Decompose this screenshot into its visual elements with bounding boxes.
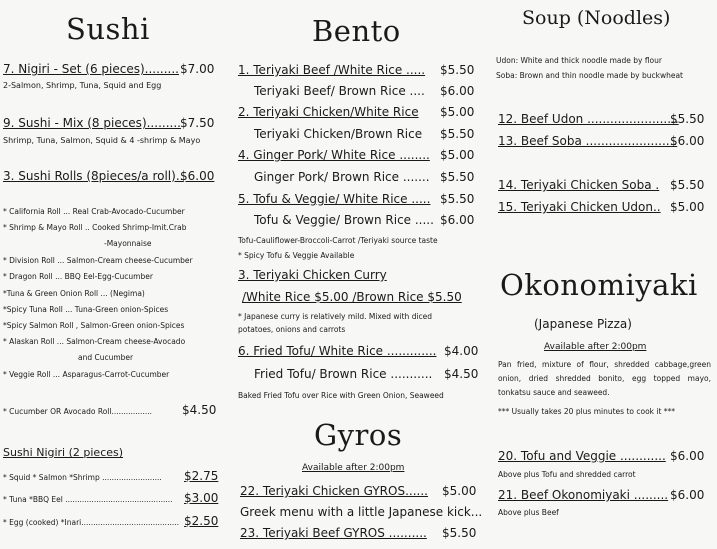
fried-tofu-brown-price: $4.50 xyxy=(444,367,479,381)
roll-list-item: *Tuna & Green Onion Roll ... (Negima) xyxy=(3,289,145,298)
bento-item-name: 5. Tofu & Veggie/ White Rice ..... xyxy=(238,192,431,206)
nigiri-item-name: * Egg (cooked) *Inari......................................... xyxy=(3,518,179,527)
nigiri-item-price: $2.50 xyxy=(184,514,219,528)
bento-item-price: $5.00 xyxy=(440,148,475,162)
soup-item-price: $5.50 xyxy=(670,112,705,126)
roll-list-item: * Alaskan Roll ... Salmon-Cream cheese-Avocado xyxy=(3,337,186,346)
bento-item-price: $5.50 xyxy=(440,127,475,141)
bento-item-name: 2. Teriyaki Chicken/White Rice xyxy=(238,105,419,119)
soup-item-name: 13. Beef Soba ........................ xyxy=(498,134,678,148)
nigiri-set-price: $7.00 xyxy=(180,62,215,76)
bento-item-name: Tofu & Veggie/ Brown Rice ..... xyxy=(254,213,434,227)
bento-item-price: $5.50 xyxy=(440,63,475,77)
gyros-available: Available after 2:00pm xyxy=(302,463,405,473)
okonomiyaki-item-desc: Above plus Tofu and shredded carrot xyxy=(498,470,636,479)
okonomiyaki-item-desc: Above plus Beef xyxy=(498,508,559,517)
soup-item-name: 14. Teriyaki Chicken Soba . xyxy=(498,178,660,192)
bento-item-name: Teriyaki Beef/ Brown Rice .... xyxy=(254,84,425,98)
curry-prices: /White Rice $5.00 /Brown Rice $5.50 xyxy=(242,290,462,304)
roll-list-item: * Dragon Roll ... BBQ Eel-Egg-Cucumber xyxy=(3,272,153,281)
roll-list-item: *Spicy Tuna Roll ... Tuna-Green onion-Spices xyxy=(3,305,169,314)
okonomiyaki-item-name: 20. Tofu and Veggie ............ xyxy=(498,449,666,463)
sushi-title: Sushi xyxy=(66,12,150,46)
sushi-rolls-price: $6.00 xyxy=(180,169,215,183)
soup-item-name: 12. Beef Udon ........................ xyxy=(498,112,679,126)
curry-title: 3. Teriyaki Chicken Curry xyxy=(238,268,387,282)
sushi-mix-desc: Shrimp, Tuna, Salmon, Squid & 4 -shrimp & Mayo xyxy=(3,136,201,145)
gyros-item-name: 22. Teriyaki Chicken GYROS...... xyxy=(240,484,428,498)
roll-list-item: * California Roll ... Real Crab-Avocado-Cucumber xyxy=(3,207,185,216)
tofu-description: Tofu-Cauliflower-Broccoli-Carrot /Teriyaki source taste xyxy=(238,236,438,245)
soba-description: Soba: Brown and thin noodle made by buckwheat xyxy=(496,71,683,80)
cucumber-roll-name: * Cucumber OR Avocado Roll................. xyxy=(3,407,152,416)
nigiri-item-name: * Tuna *BBQ Eel ............................................. xyxy=(3,495,173,504)
okonomiyaki-title: Okonomiyaki xyxy=(500,268,698,302)
roll-list-item: and Cucumber xyxy=(78,353,134,362)
udon-description: Udon: White and thick noodle made by flour xyxy=(496,56,662,65)
okonomiyaki-item-price: $6.00 xyxy=(670,488,705,502)
sushi-rolls-name: 3. Sushi Rolls (8pieces/a roll).. xyxy=(3,169,184,183)
bento-column xyxy=(232,0,484,549)
soup-item-name: 15. Teriyaki Chicken Udon.. xyxy=(498,200,661,214)
nigiri-item-price: $3.00 xyxy=(184,491,219,505)
gyros-title: Gyros xyxy=(314,418,403,452)
cucumber-roll-price: $4.50 xyxy=(182,403,217,417)
bento-item-name: 4. Ginger Pork/ White Rice ........ xyxy=(238,148,430,162)
nigiri-item-name: * Squid * Salmon *Shrimp ......................... xyxy=(3,473,162,482)
roll-list-item: * Veggie Roll ... Asparagus-Carrot-Cucumber xyxy=(3,370,170,379)
bento-item-name: Teriyaki Chicken/Brown Rice xyxy=(254,127,423,141)
soup-item-price: $5.50 xyxy=(670,178,705,192)
sushi-mix-name: 9. Sushi - Mix (8 pieces)......... xyxy=(3,116,181,130)
bento-item-price: $5.00 xyxy=(440,105,475,119)
roll-list-item: * Shrimp & Mayo Roll .. Cooked Shrimp-Imit.Crab xyxy=(3,223,187,232)
gyros-item-price: $5.50 xyxy=(442,526,477,540)
sushi-column xyxy=(0,0,228,549)
fried-tofu-brown-name: Fried Tofu/ Brown Rice ........... xyxy=(254,367,433,381)
gyros-item-name: Greek menu with a little Japanese kick... xyxy=(240,505,483,519)
roll-list-item: *Spicy Salmon Roll , Salmon-Green onion-Spices xyxy=(3,321,185,330)
okonomiyaki-item-price: $6.00 xyxy=(670,449,705,463)
nigiri-item-price: $2.75 xyxy=(184,469,219,483)
bento-title: Bento xyxy=(312,14,401,48)
fried-tofu-white-name: 6. Fried Tofu/ White Rice ............. xyxy=(238,344,437,358)
gyros-item-name: 23. Teriyaki Beef GYROS .......... xyxy=(240,526,427,540)
roll-list-item: -Mayonnaise xyxy=(104,239,152,248)
okonomiyaki-item-name: 21. Beef Okonomiyaki ......... xyxy=(498,488,669,502)
soup-item-price: $5.00 xyxy=(670,200,705,214)
soup-column xyxy=(492,0,717,549)
spicy-note: * Spicy Tofu & Veggie Available xyxy=(238,251,355,260)
bento-item-price: $5.50 xyxy=(440,170,475,184)
bento-item-price: $6.00 xyxy=(440,84,475,98)
soup-item-price: $6.00 xyxy=(670,134,705,148)
bento-item-name: Ginger Pork/ Brown Rice ....... xyxy=(254,170,430,184)
fried-tofu-white-price: $4.00 xyxy=(444,344,479,358)
gyros-item-price: $5.00 xyxy=(442,484,477,498)
okonomiyaki-subtitle: (Japanese Pizza) xyxy=(534,317,632,331)
soup-title: Soup (Noodles) xyxy=(522,7,671,29)
roll-list-item: * Division Roll ... Salmon-Cream cheese-Cucumber xyxy=(3,256,193,265)
nigiri-set-name: 7. Nigiri - Set (6 pieces)......... xyxy=(3,62,179,76)
okonomiyaki-description: Pan fried, mixture of flour, shredded cabbage,green onion, dried shredded bonito, egg topped mayo, tonkatsu sauce and seaweed. xyxy=(498,360,711,397)
fried-tofu-description: Baked Fried Tofu over Rice with Green Onion, Seaweed xyxy=(238,391,444,400)
bento-item-name: 1. Teriyaki Beef /White Rice ..... xyxy=(238,63,426,77)
sushi-nigiri-title: Sushi Nigiri (2 pieces) xyxy=(3,446,124,459)
nigiri-set-desc: 2-Salmon, Shrimp, Tuna, Squid and Egg xyxy=(3,81,162,90)
okonomiyaki-note: *** Usually takes 20 plus minutes to cook it *** xyxy=(498,407,676,416)
curry-description: * Japanese curry is relatively mild. Mixed with diced potatoes, onions and carrots xyxy=(238,312,433,334)
okonomiyaki-available: Available after 2:00pm xyxy=(544,342,647,352)
bento-item-price: $5.50 xyxy=(440,192,475,206)
sushi-mix-price: $7.50 xyxy=(180,116,215,130)
bento-item-price: $6.00 xyxy=(440,213,475,227)
